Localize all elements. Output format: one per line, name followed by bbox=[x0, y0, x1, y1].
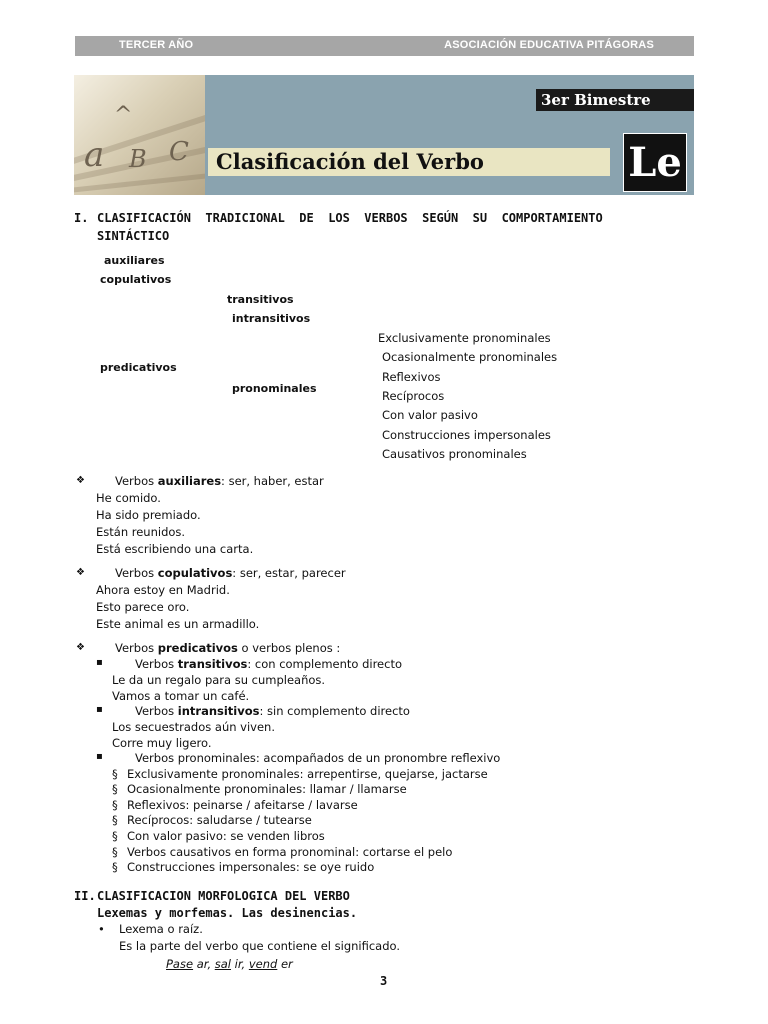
intrans-example: Corre muy ligero. bbox=[112, 736, 212, 750]
pron-item: Exclusivamente pronominales: arrepentirse, quejarse, jactarse bbox=[127, 767, 488, 781]
section-mark-icon: § bbox=[112, 782, 118, 796]
section2-example: Pase ar, sal ir, vend er bbox=[166, 957, 293, 971]
scheme-transitivos: transitivos bbox=[227, 293, 294, 306]
aux-example: Está escribiendo una carta. bbox=[96, 542, 254, 556]
section2-description: Es la parte del verbo que contiene el significado. bbox=[119, 939, 401, 953]
section-mark-icon: § bbox=[112, 813, 118, 827]
pron-item: Ocasionalmente pronominales: llamar / llamarse bbox=[127, 782, 407, 796]
page-title: Clasificación del Verbo bbox=[208, 148, 610, 176]
pron-item: Construcciones impersonales: se oye ruido bbox=[127, 860, 375, 874]
scheme-pron-type: Reflexivos bbox=[382, 370, 441, 384]
trans-example: Vamos a tomar un café. bbox=[112, 689, 250, 703]
section1-number: I. bbox=[74, 211, 89, 225]
scheme-pron-type: Causativos pronominales bbox=[382, 447, 527, 461]
le-badge: Le bbox=[623, 133, 687, 192]
header-left-text: TERCER AÑO bbox=[119, 39, 194, 51]
section-mark-icon: § bbox=[112, 798, 118, 812]
header-bar bbox=[75, 36, 694, 56]
pron-item: Con valor pasivo: se venden libros bbox=[127, 829, 325, 843]
aux-example: Ha sido premiado. bbox=[96, 508, 201, 522]
image-letter-a: a bbox=[84, 135, 105, 175]
section-mark-icon: § bbox=[112, 829, 118, 843]
image-letter-b: B bbox=[129, 145, 147, 173]
image-letter-c: C bbox=[169, 137, 189, 167]
trans-heading: Verbos transitivos: con complemento directo bbox=[135, 657, 403, 671]
section2-number: II. bbox=[74, 889, 96, 903]
diamond-bullet-icon: ❖ bbox=[76, 475, 85, 486]
round-bullet-icon: • bbox=[98, 922, 105, 936]
abc-book-image bbox=[74, 75, 205, 195]
scheme-pron-type: Recíprocos bbox=[382, 389, 445, 403]
aux-heading: Verbos auxiliares: ser, haber, estar bbox=[115, 474, 324, 488]
intrans-heading: Verbos intransitivos: sin complemento directo bbox=[135, 704, 410, 718]
section2-subheading: Lexemas y morfemas. Las desinencias. bbox=[97, 906, 358, 920]
scheme-intransitivos: intransitivos bbox=[232, 312, 311, 325]
bimestre-label: 3er Bimestre bbox=[536, 89, 694, 111]
cop-example: Esto parece oro. bbox=[96, 600, 190, 614]
cop-example: Este animal es un armadillo. bbox=[96, 617, 260, 631]
scheme-predicativos: predicativos bbox=[100, 361, 177, 374]
section-mark-icon: § bbox=[112, 845, 118, 859]
scheme-pron-type: Con valor pasivo bbox=[382, 408, 478, 422]
diamond-bullet-icon: ❖ bbox=[76, 642, 85, 653]
page-number: 3 bbox=[380, 974, 388, 988]
pron-item: Verbos causativos en forma pronominal: cortarse el pelo bbox=[127, 845, 453, 859]
scheme-pronominales: pronominales bbox=[232, 382, 317, 395]
pron-heading: Verbos pronominales: acompañados de un pronombre reflexivo bbox=[135, 751, 501, 765]
cop-example: Ahora estoy en Madrid. bbox=[96, 583, 230, 597]
trans-example: Le da un regalo para su cumpleaños. bbox=[112, 673, 326, 687]
square-bullet-icon: ▪ bbox=[96, 657, 103, 668]
scheme-auxiliares: auxiliares bbox=[104, 254, 165, 267]
scheme-pron-type: Ocasionalmente pronominales bbox=[382, 350, 558, 364]
section1-heading-line1: CLASIFICACIÓN TRADICIONAL DE LOS VERBOS SEGÚN SU COMPORTAMIENTO bbox=[97, 211, 603, 225]
section2-heading: CLASIFICACION MORFOLOGICA DEL VERBO bbox=[97, 889, 350, 903]
pred-heading: Verbos predicativos o verbos plenos : bbox=[115, 641, 341, 655]
section-mark-icon: § bbox=[112, 767, 118, 781]
scheme-pron-type: Exclusivamente pronominales bbox=[378, 331, 551, 345]
pron-item: Reflexivos: peinarse / afeitarse / lavarse bbox=[127, 798, 358, 812]
image-caret: ^ bbox=[114, 103, 133, 128]
scheme-copulativos: copulativos bbox=[100, 273, 172, 286]
cop-heading: Verbos copulativos: ser, estar, parecer bbox=[115, 566, 346, 580]
header-right-text: ASOCIACIÓN EDUCATIVA PITÁGORAS bbox=[444, 39, 654, 51]
scheme-pron-type: Construcciones impersonales bbox=[382, 428, 551, 442]
square-bullet-icon: ▪ bbox=[96, 704, 103, 715]
diamond-bullet-icon: ❖ bbox=[76, 567, 85, 578]
section-mark-icon: § bbox=[112, 860, 118, 874]
pron-item: Recíprocos: saludarse / tutearse bbox=[127, 813, 312, 827]
aux-example: Están reunidos. bbox=[96, 525, 186, 539]
section1-heading-line2: SINTÁCTICO bbox=[97, 229, 170, 243]
square-bullet-icon: ▪ bbox=[96, 751, 103, 762]
section2-item: Lexema o raíz. bbox=[119, 922, 203, 936]
intrans-example: Los secuestrados aún viven. bbox=[112, 720, 276, 734]
aux-example: He comido. bbox=[96, 491, 161, 505]
